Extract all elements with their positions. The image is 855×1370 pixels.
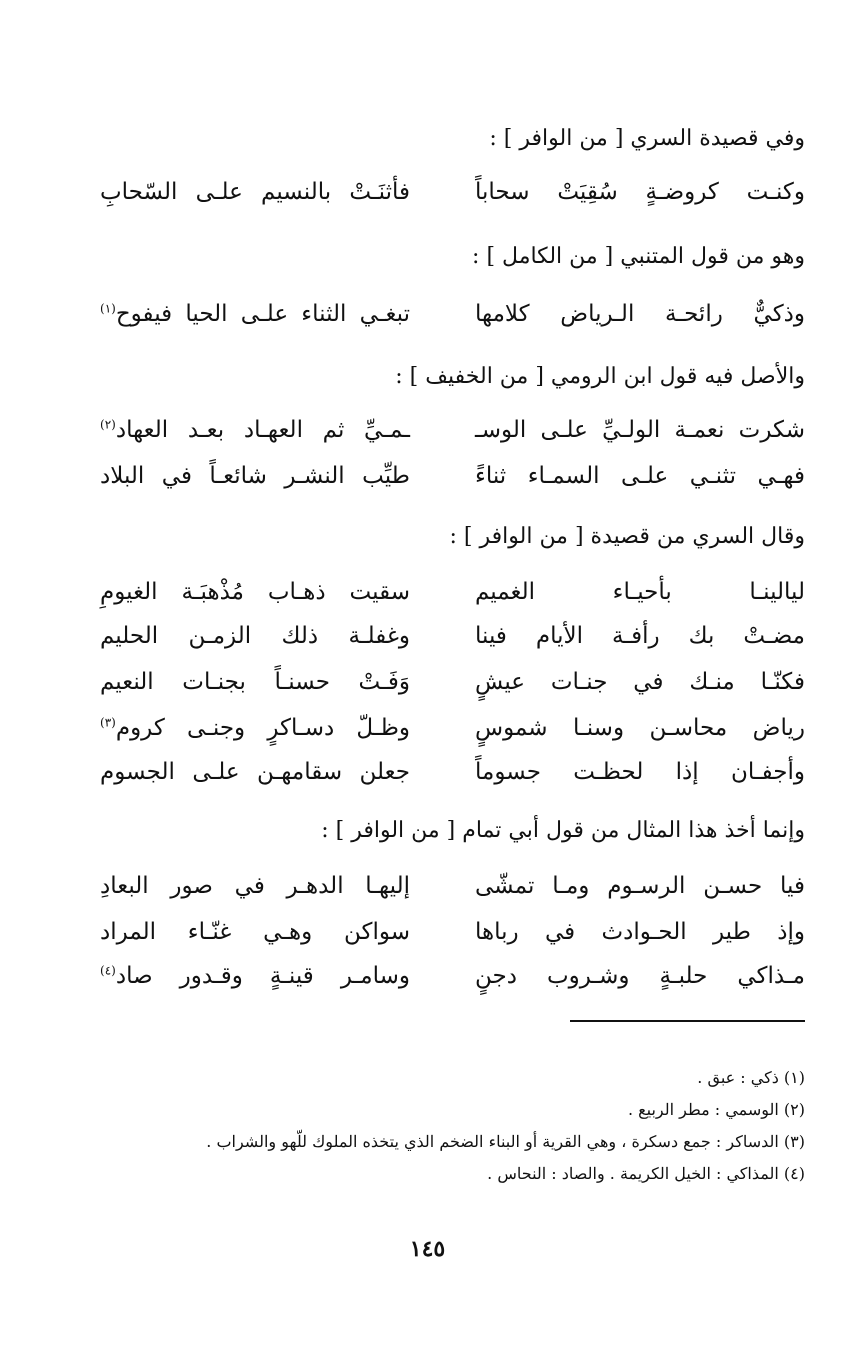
verse-second-text: وظـلّ دسـاكرٍ وجنـى كروم <box>115 715 410 741</box>
verse-line <box>100 410 805 450</box>
footnote-reference: (٢) <box>100 417 116 432</box>
verse-line <box>100 172 805 212</box>
verse-first-hemistich: رياض محاسـن وسنـا شموسٍ <box>475 715 805 741</box>
verse-line <box>100 616 805 656</box>
verse-line <box>100 708 805 748</box>
verse-second-hemistich: طيِّب النشـر شائعـاً في البلاد <box>100 463 410 489</box>
verse-first-hemistich: ليالينـا بأحيـاء الغميم <box>475 579 805 605</box>
verse-second-hemistich: سواكن وهـي غنّـاء المراد <box>100 919 410 945</box>
verse-first-hemistich: وإذ طير الحـوادث في رباها <box>475 919 805 945</box>
verse-line <box>100 456 805 496</box>
verse-first-hemistich: مضـتْ بك رأفـة الأيام فينا <box>475 623 805 649</box>
footnote: (١) ذكي : عبق . <box>697 1068 805 1087</box>
verse-line <box>100 572 805 612</box>
verse-first-hemistich: وكنـت كروضـةٍ سُقِيَتْ سحاباً <box>475 179 805 205</box>
verse-second-hemistich <box>100 708 410 748</box>
verse-line <box>100 294 805 334</box>
intro-line: وفي قصيدة السري [ من الوافر ] : <box>489 126 805 151</box>
verse-first-hemistich: شكرت نعمـة الولـيِّ علـى الوسـ <box>475 417 805 443</box>
footnote: (٣) الدساكر : جمع دسكرة ، وهي القرية أو البناء الضخم الذي يتخذه الملوك للّهو والشراب . <box>206 1132 805 1151</box>
verse-first-hemistich: فيا حسـن الرسـوم ومـا تمشّى <box>475 873 805 899</box>
verse-first-hemistich: وذكيٌّ رائحـة الـرياض كلامها <box>475 301 805 327</box>
verse-second-hemistich: إليهـا الدهـر في صور البعادِ <box>100 873 410 899</box>
verse-second-text: وسامـر قينـةٍ وقـدور صاد <box>115 963 410 989</box>
verse-first-hemistich: مـذاكي حلبـةٍ وشـروب دجنٍ <box>475 963 805 989</box>
verse-line <box>100 752 805 792</box>
verse-line <box>100 866 805 906</box>
verse-second-hemistich <box>100 294 410 334</box>
verse-second-text: ـمـيِّ ثم العهـاد بعـد العهاد <box>115 417 410 443</box>
verse-second-hemistich: وَفَـتْ حسنـاً بجنـات النعيم <box>100 669 410 695</box>
verse-second-hemistich: جعلن سقامهـن علـى الجسوم <box>100 759 410 785</box>
intro-line: وقال السري من قصيدة [ من الوافر ] : <box>449 524 805 549</box>
verse-first-hemistich: فهـي تثنـي علـى السمـاء ثناءً <box>475 463 805 489</box>
verse-second-hemistich: سقيت ذهـاب مُذْهبَـة الغيومِ <box>100 579 410 605</box>
footnote-reference: (١) <box>100 301 116 316</box>
footnote-reference: (٤) <box>100 963 116 978</box>
verse-line <box>100 662 805 702</box>
verse-second-hemistich <box>100 410 410 450</box>
verse-second-hemistich: وغفلـة ذلك الزمـن الحليم <box>100 623 410 649</box>
footnote-separator <box>570 1020 805 1022</box>
footnote: (٢) الوسمي : مطر الربيع . <box>627 1100 805 1119</box>
verse-first-hemistich: فكنّـا منـك في جنـات عيشٍ <box>475 669 805 695</box>
intro-line: وإنما أخذ هذا المثال من قول أبي تمام [ من الوافر ] : <box>321 818 805 843</box>
verse-second-hemistich <box>100 956 410 996</box>
intro-line: والأصل فيه قول ابن الرومي [ من الخفيف ] : <box>395 364 805 389</box>
verse-line <box>100 912 805 952</box>
footnote-reference: (٣) <box>100 715 116 730</box>
footnote: (٤) المذاكي : الخيل الكريمة . والصاد : النحاس . <box>487 1164 805 1183</box>
verse-first-hemistich: وأجفـان إذا لحظـت جسوماً <box>475 759 805 785</box>
intro-line: وهو من قول المتنبي [ من الكامل ] : <box>472 244 805 269</box>
verse-second-text: تبغـي الثناء علـى الحيا فيفوح <box>115 301 410 327</box>
verse-second-hemistich: فأثنَـتْ بالنسيم علـى السّحابِ <box>100 179 410 205</box>
page-number: ١٤٥ <box>409 1236 446 1262</box>
verse-line <box>100 956 805 996</box>
